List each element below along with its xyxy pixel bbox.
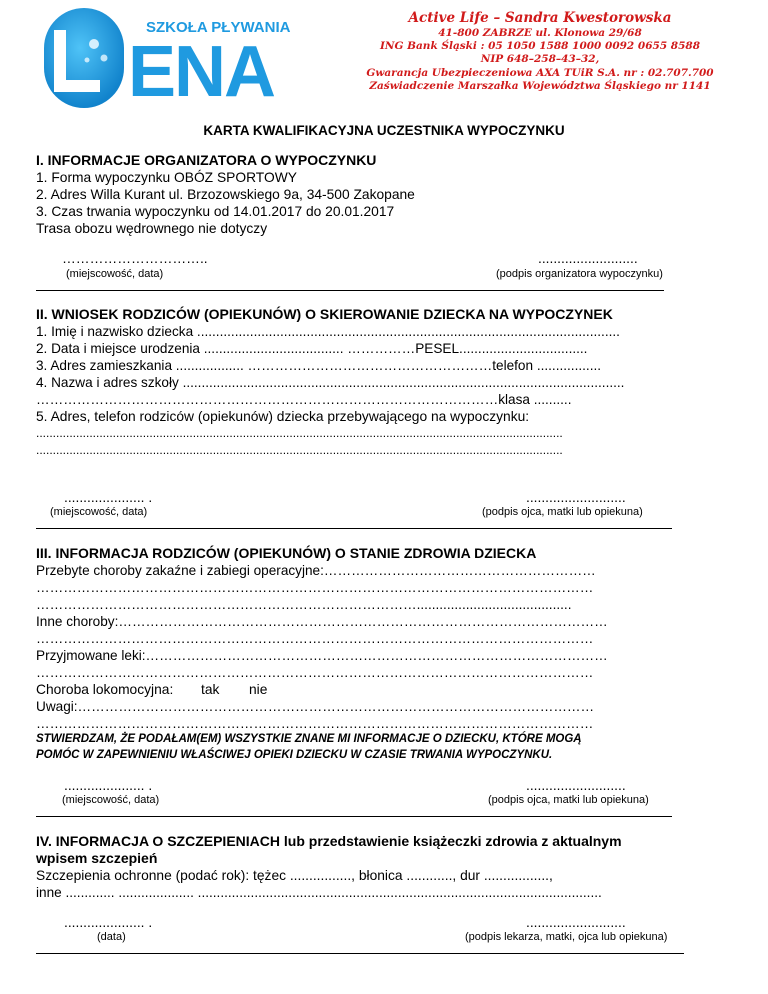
lena-swim-school-logo xyxy=(34,8,324,108)
s4-date-caption: (data) xyxy=(97,931,126,943)
s2-signature-caption: (podpis ojca, matki lub opiekuna) xyxy=(482,506,643,518)
s2-class: …………………………………………………………………………………………klasa .......... xyxy=(36,392,572,407)
logo-name: ENA xyxy=(128,32,275,108)
organizer-address: 41-800 ZABRZE ul. Klonowa 29/68 xyxy=(438,27,642,39)
divider xyxy=(36,953,684,954)
s3-motion-sickness-no[interactable]: nie xyxy=(249,682,268,697)
divider xyxy=(36,816,672,817)
s1-form: 1. Forma wypoczynku OBÓZ SPORTOWY xyxy=(36,170,297,185)
divider xyxy=(36,528,672,529)
form-title: KARTA KWALIFIKACYJNA UCZESTNIKA WYPOCZYNKU xyxy=(203,123,565,138)
organizer-header xyxy=(330,10,750,93)
s3-dots-line: …………………………………………………………………………………………………………… xyxy=(36,631,594,646)
s2-dots-line: .............................................................................................................................................................. xyxy=(36,426,563,440)
organizer-nip: NIP 648–258–43–32, xyxy=(480,53,600,66)
s3-declaration-line1: STWIERDZAM, ŻE PODAŁAM(EM) WSZYSTKIE ZNANE MI INFORMACJE O DZIECKU, KTÓRE MOGĄ xyxy=(36,733,582,745)
s1-place-date-dots: ………………………….. xyxy=(62,251,208,266)
s2-signature-dots: .......................... xyxy=(526,490,626,505)
s3-diseases: Przebyte choroby zakaźne i zabiegi operacyjne:…………………………………………………… xyxy=(36,563,596,578)
s2-dots-line: .............................................................................................................................................................. xyxy=(36,443,563,457)
s1-place-date-caption: (miejscowość, data) xyxy=(66,268,164,280)
s2-home-address: 3. Adres zamieszkania .................. ………………………………………………telefon ................. xyxy=(36,358,602,373)
s1-duration: 3. Czas trwania wypoczynku od 14.01.2017 do 20.01.2017 xyxy=(36,204,395,219)
section-2-heading: II. WNIOSEK RODZICÓW (OPIEKUNÓW) O SKIEROWANIE DZIECKA NA WYPOCZYNEK xyxy=(36,306,613,322)
s3-dots-line: …………………………………………………………………………………………………………… xyxy=(36,716,594,731)
s3-signature-dots: .......................... xyxy=(526,778,626,793)
logo-top-text: SZKOŁA PŁYWANIA xyxy=(146,19,291,36)
s2-birth-pesel: 2. Data i miejsce urodzenia ..................................... ……………PESEL.................................. xyxy=(36,341,588,356)
s3-motion-sickness-yes[interactable]: tak xyxy=(201,682,220,697)
s1-signature-caption: (podpis organizatora wypoczynku) xyxy=(496,268,663,280)
s4-other-vaccinations: inne ............. .................... ........................................................................................................... xyxy=(36,885,602,900)
s4-date-dots: ..................... . xyxy=(64,915,153,930)
s3-place-date-caption: (miejscowość, data) xyxy=(62,794,160,806)
s3-medications: Przyjmowane leki:………………………………………………………………………………………… xyxy=(36,648,608,663)
divider xyxy=(36,290,664,291)
s3-motion-sickness-label: Choroba lokomocyjna: xyxy=(36,682,174,697)
s1-signature-dots: .......................... xyxy=(538,251,638,266)
s3-remarks: Uwagi:…………………………………………………………………………………………………… xyxy=(36,699,595,714)
s4-signature-dots: .......................... xyxy=(526,915,626,930)
s2-place-date-dots: ..................... . xyxy=(64,490,153,505)
section-3-heading: III. INFORMACJA RODZICÓW (OPIEKUNÓW) O STANIE ZDROWIA DZIECKA xyxy=(36,545,537,561)
s1-address: 2. Adres Willa Kurant ul. Brzozowskiego 9a, 34-500 Zakopane xyxy=(36,187,415,202)
section-1-heading: I. INFORMACJE ORGANIZATORA O WYPOCZYNKU xyxy=(36,152,377,168)
organizer-certificate: Zaświadczenie Marszałka Województwa Śląskiego nr 1141 xyxy=(369,79,711,92)
s3-place-date-dots: ..................... . xyxy=(64,778,153,793)
organizer-bank: ING Bank Śląski : 05 1050 1588 1000 0092 0655 8588 xyxy=(380,40,700,53)
s3-declaration-line2: POMÓC W ZAPEWNIENIU WŁAŚCIWEJ OPIEKI DZIECKU W CZASIE TRWANIA WYPOCZYNKU. xyxy=(36,749,553,761)
s3-other-diseases: Inne choroby:……………………………………………………………………………………………… xyxy=(36,614,608,629)
s1-route: Trasa obozu wędrownego nie dotyczy xyxy=(36,221,268,236)
s2-parents-contact: 5. Adres, telefon rodziców (opiekunów) dziecka przebywającego na wypoczynku: xyxy=(36,409,530,424)
s2-school: 4. Nazwa i adres szkoły ..................................................................................................................... xyxy=(36,375,625,390)
s4-signature-caption: (podpis lekarza, matki, ojca lub opiekuna) xyxy=(465,931,668,943)
organizer-insurance: Gwarancja Ubezpieczeniowa AXA TUiR S.A. nr : 02.707.700 xyxy=(366,66,714,79)
s3-dots-line: …………………………………………………………………………………………………………… xyxy=(36,665,594,680)
organizer-name: Active Life – Sandra Kwestorowska xyxy=(408,10,672,26)
s3-dots-line: …………………………………………………………………………………………………………… xyxy=(36,580,594,595)
s2-place-date-caption: (miejscowość, data) xyxy=(50,506,148,518)
s4-vaccinations: Szczepienia ochronne (podać rok): tężec ................, błonica ............, dur ................., xyxy=(36,868,553,883)
s3-signature-caption: (podpis ojca, matki lub opiekuna) xyxy=(488,794,649,806)
section-4-heading-line2: wpisem szczepień xyxy=(36,850,158,866)
s2-child-name: 1. Imię i nazwisko dziecka ................................................................................................................ xyxy=(36,324,620,339)
s3-dots-line: …………………………………………………………………………......................................... xyxy=(36,597,572,612)
section-4-heading-line1: IV. INFORMACJA O SZCZEPIENIACH lub przedstawienie książeczki zdrowia z aktualnym xyxy=(36,833,622,849)
